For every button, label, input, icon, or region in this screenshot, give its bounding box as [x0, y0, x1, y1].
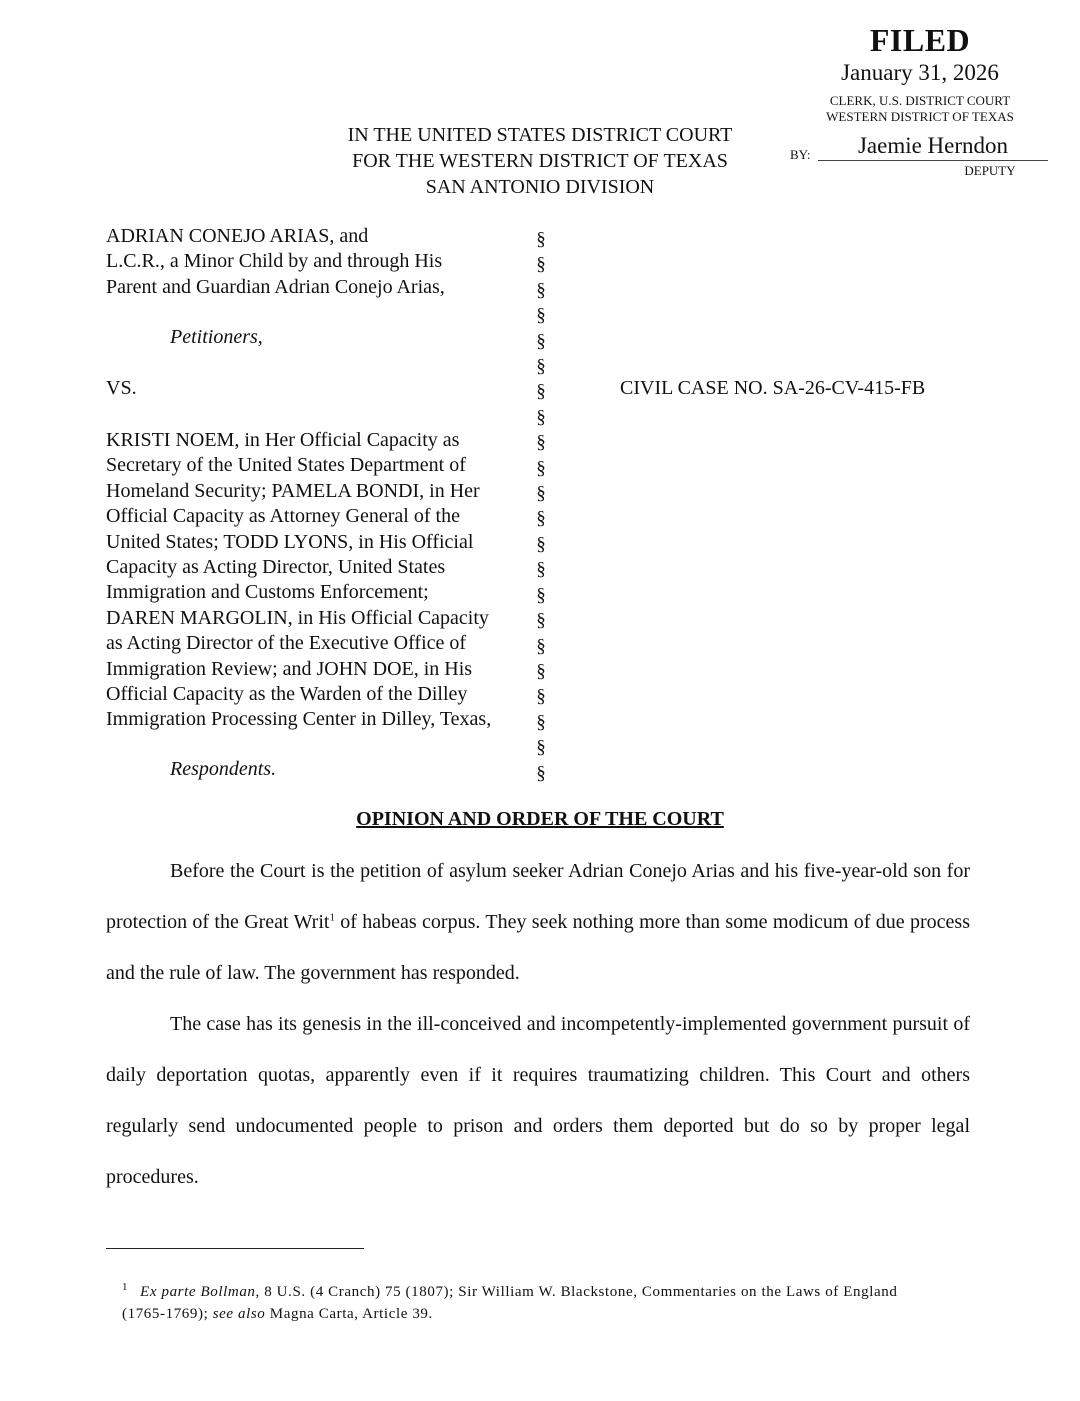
section-symbol: § — [536, 762, 546, 784]
deputy-label: DEPUTY — [964, 163, 1016, 178]
petitioner-line: L.C.R., a Minor Child by and through His — [106, 250, 443, 273]
section-symbol: § — [536, 305, 546, 327]
footnote-divider — [106, 1248, 364, 1249]
paragraph-text: of habeas corpus. They seek nothing more than some modicum of due process and the rule of law. The government has responded. — [106, 911, 970, 984]
section-symbol: § — [536, 508, 546, 530]
petitioners-block — [106, 224, 536, 300]
paragraph-text: Before the Court is the petition of asylum seeker Adrian Conejo Arias and his five-year-old son for protection of the Great Writ — [106, 860, 970, 933]
section-symbol: § — [536, 381, 546, 403]
versus-label: VS. — [106, 377, 137, 399]
footnote-reference[interactable]: 1 — [329, 911, 335, 924]
respondent-line: Secretary of the United States Department of — [106, 454, 466, 477]
section-symbol: § — [536, 584, 546, 606]
section-symbol: § — [536, 686, 546, 708]
section-symbol: § — [536, 737, 546, 759]
clerk-line-1: CLERK, U.S. DISTRICT COURT — [829, 93, 1011, 108]
deputy-signature: Jaemie Herndon — [857, 133, 1009, 158]
respondent-line: KRISTI NOEM, in Her Official Capacity as — [106, 429, 460, 451]
respondent-line: United States; TODD LYONS, in His Official — [106, 530, 474, 553]
clerk-line-2: WESTERN DISTRICT OF TEXAS — [826, 109, 1014, 124]
section-symbol: § — [536, 356, 546, 378]
section-symbol: § — [536, 229, 546, 250]
section-symbol: § — [536, 457, 546, 479]
section-symbol: § — [536, 660, 546, 682]
section-symbol: § — [536, 483, 546, 505]
petitioner-line: Parent and Guardian Adrian Conejo Arias, — [106, 275, 445, 298]
section-symbol: § — [536, 635, 546, 657]
section-symbol: § — [536, 330, 546, 352]
signature-line — [818, 160, 1048, 161]
respondent-line: as Acting Director of the Executive Office of — [106, 632, 467, 655]
court-line-2: FOR THE WESTERN DISTRICT OF TEXAS — [352, 150, 728, 172]
clerk-label — [790, 93, 1050, 125]
case-number: CIVIL CASE NO. SA-26-CV-415-FB — [620, 377, 926, 399]
respondent-line: Official Capacity as Attorney General of the — [106, 505, 460, 528]
by-label: BY: — [790, 147, 811, 162]
court-heading — [300, 122, 780, 200]
filed-date: January 31, 2026 — [841, 60, 999, 85]
court-line-1: IN THE UNITED STATES DISTRICT COURT — [347, 124, 733, 146]
footnote-1 — [122, 1276, 922, 1325]
respondent-line: DAREN MARGOLIN, in His Official Capacity — [106, 606, 489, 629]
respondent-line: Immigration and Customs Enforcement; — [106, 581, 429, 604]
respondent-line: Official Capacity as the Warden of the Dilley — [106, 683, 468, 706]
respondents-role: Respondents. — [170, 758, 277, 780]
section-symbol: § — [536, 610, 546, 632]
respondent-line: Homeland Security; PAMELA BONDI, in Her — [106, 479, 480, 502]
footnote-text: , 8 U.S. (4 Cranch) 75 (1807); Sir William W. Blackstone, Commentaries on the Laws of England (1765-1769); — [122, 1284, 898, 1322]
section-symbol: § — [536, 533, 546, 555]
section-symbol: § — [536, 711, 546, 733]
section-symbol-column — [533, 227, 549, 786]
court-line-3: SAN ANTONIO DIVISION — [425, 176, 655, 198]
section-symbol: § — [536, 559, 546, 581]
footnote-case-name: Ex parte Bollman — [140, 1284, 256, 1300]
section-symbol: § — [536, 254, 546, 276]
petitioner-line: ADRIAN CONEJO ARIAS, and — [106, 225, 369, 247]
respondent-line: Immigration Review; and JOHN DOE, in His — [106, 657, 473, 680]
footnote-signal: see also — [212, 1306, 266, 1322]
petitioners-role: Petitioners, — [170, 326, 263, 348]
section-symbol: § — [536, 406, 546, 428]
respondent-line: Capacity as Acting Director, United States — [106, 556, 446, 579]
opinion-paragraph-1 — [106, 846, 970, 999]
section-symbol: § — [536, 279, 546, 301]
respondents-block — [106, 428, 536, 733]
opinion-title: OPINION AND ORDER OF THE COURT — [356, 808, 724, 830]
filed-stamp-title: FILED — [869, 22, 971, 58]
footnote-number: 1 — [122, 1281, 129, 1293]
footnote-text: Magna Carta, Article 39. — [265, 1306, 433, 1322]
respondent-line: Immigration Processing Center in Dilley, Texas, — [106, 708, 492, 731]
section-symbol: § — [536, 432, 546, 454]
opinion-paragraph-2: The case has its genesis in the ill-conceived and incompetently-implemented government pursuit of daily deportation quotas, apparently even if it requires traumatizing children. This Court and others regularly send undocumented people to prison and orders them deported but do so by proper legal procedures. — [106, 1013, 970, 1188]
